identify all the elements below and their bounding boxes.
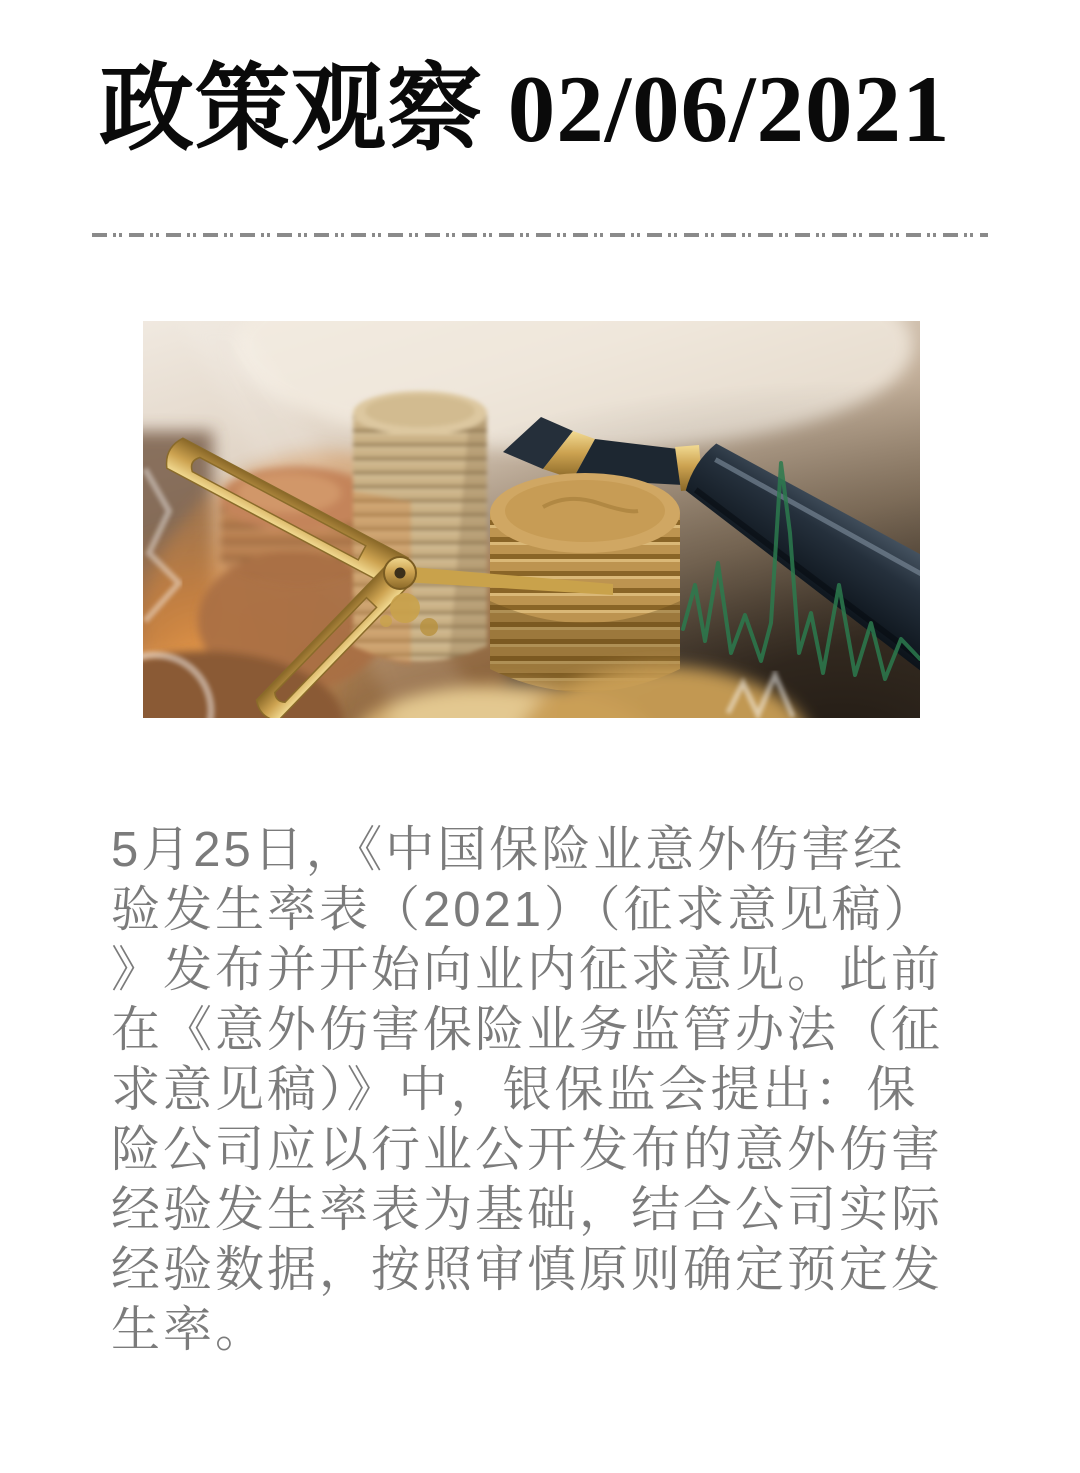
paragraph-line: 生率。: [111, 1303, 268, 1357]
paragraph-line: 在《意外伤害保险业务监管办法（征: [111, 1003, 944, 1057]
article-paragraph: [111, 820, 991, 1360]
article-image: [143, 321, 920, 718]
coin-stack-tall: [353, 391, 487, 665]
paragraph-line: 经验数据，按照审慎原则确定预定发: [111, 1243, 944, 1297]
paragraph-line: 》发布并开始向业内征求意见。此前: [111, 943, 944, 997]
coins-pen-clock-photo: [143, 321, 920, 718]
paragraph-line: 经验发生率表为基础，结合公司实际: [111, 1183, 944, 1237]
paragraph-line: 险公司应以行业公开发布的意外伤害: [111, 1123, 944, 1177]
paragraph-line: 验发生率表（2021）（征求意见稿）: [111, 883, 936, 937]
paragraph-line: 5月25日，《中国保险业意外伤害经: [111, 823, 906, 877]
dashed-divider: [92, 233, 988, 237]
page-title: 政策观察 02/06/2021: [99, 56, 951, 162]
paragraph-line: 求意见稿）》中，银保监会提出：保: [111, 1063, 919, 1117]
